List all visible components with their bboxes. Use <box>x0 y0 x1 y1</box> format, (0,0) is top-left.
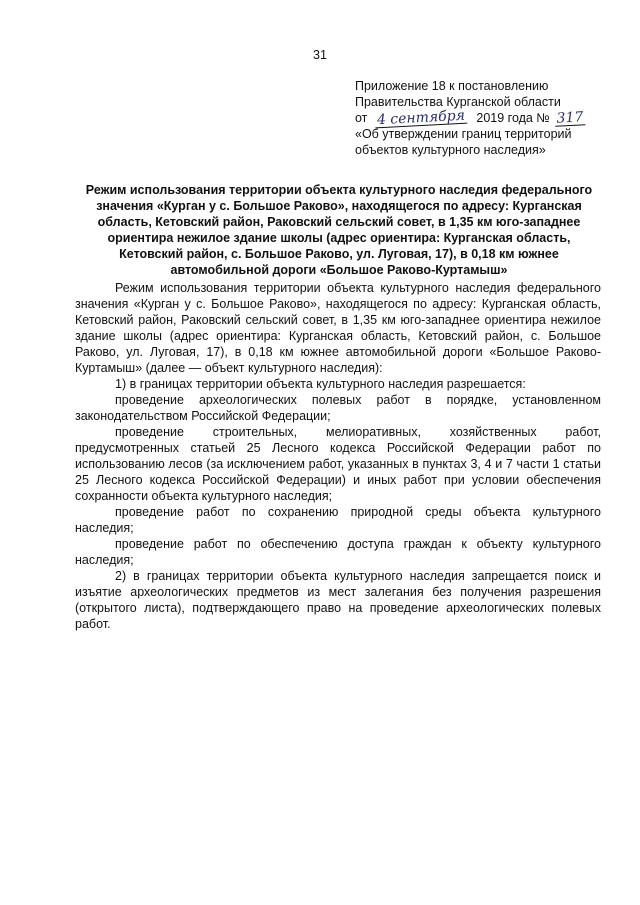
handwritten-number: 317 <box>556 109 584 127</box>
document-title: Режим использования территории объекта культурного наследия федерального значения «Курган у с. Большое Раково», находящегося по адресу: Курганская область, Кетовский район, Раковский сельский совет, в 1,35 км юго-западнее ориентира нежилое здание школы (адрес ориентира: Курганская область, Кетовский район, с. Большое Раково, ул. Луговая, 17), в 0,18 км южнее автомобильной дороги «Большое Раково-Куртамыш» <box>85 183 593 277</box>
appendix-header <box>355 78 615 158</box>
appendix-line-1: Приложение 18 к постановлению <box>355 79 549 93</box>
body-paragraph: проведение работ по сохранению природной среды объекта культурного наследия; <box>75 505 601 535</box>
body-paragraph: 1) в границах территории объекта культурного наследия разрешается: <box>115 377 526 391</box>
appendix-line-5: объектов культурного наследия» <box>355 143 546 157</box>
body-paragraph: проведение археологических полевых работ в порядке, установленном законодательством Российской Федерации; <box>75 393 601 423</box>
appendix-date-line <box>355 107 615 129</box>
page-number: 31 <box>313 48 327 62</box>
appendix-line-4: «Об утверждении границ территорий <box>355 127 572 141</box>
document-body <box>75 280 601 632</box>
body-paragraph: проведение работ по обеспечению доступа граждан к объекту культурного наследия; <box>75 537 601 567</box>
appendix-line-2: Правительства Курганской области <box>355 95 561 109</box>
body-paragraph: проведение строительных, мелиоративных, хозяйственных работ, предусмотренных статьей 25 Лесного кодекса Российской Федерации работ по использованию лесов (за исключением работ, указанных в пунктах 3, 4 и 7 части 1 статьи 25 Лесного кодекса Российской Федерации) и иных работ при условии обеспечения сохранности объекта культурного наследия; <box>75 425 601 503</box>
appendix-year-text: 2019 года № <box>476 111 550 125</box>
appendix-from-label: от <box>355 111 368 125</box>
body-paragraph: Режим использования территории объекта культурного наследия федерального значения «Курган у с. Большое Раково», находящегося по адресу: Курганская область, Кетовский район, Раковский сельский совет, в 1,35 км юго-западнее ориентира нежилое здание школы (адрес ориентира: Курганская область, Кетовский район, с. Большое Раково, ул. Луговая, 17), в 0,18 км южнее автомобильной дороги «Большое Раково-Куртамыш» (далее — объект культурного наследия): <box>75 281 601 375</box>
body-paragraph: 2) в границах территории объекта культурного наследия запрещается поиск и изъятие археологических предметов из мест залегания без получения разрешения (открытого листа), подтверждающего право на проведение археологических полевых работ. <box>75 569 601 631</box>
handwritten-date: 4 сентября <box>376 107 466 129</box>
